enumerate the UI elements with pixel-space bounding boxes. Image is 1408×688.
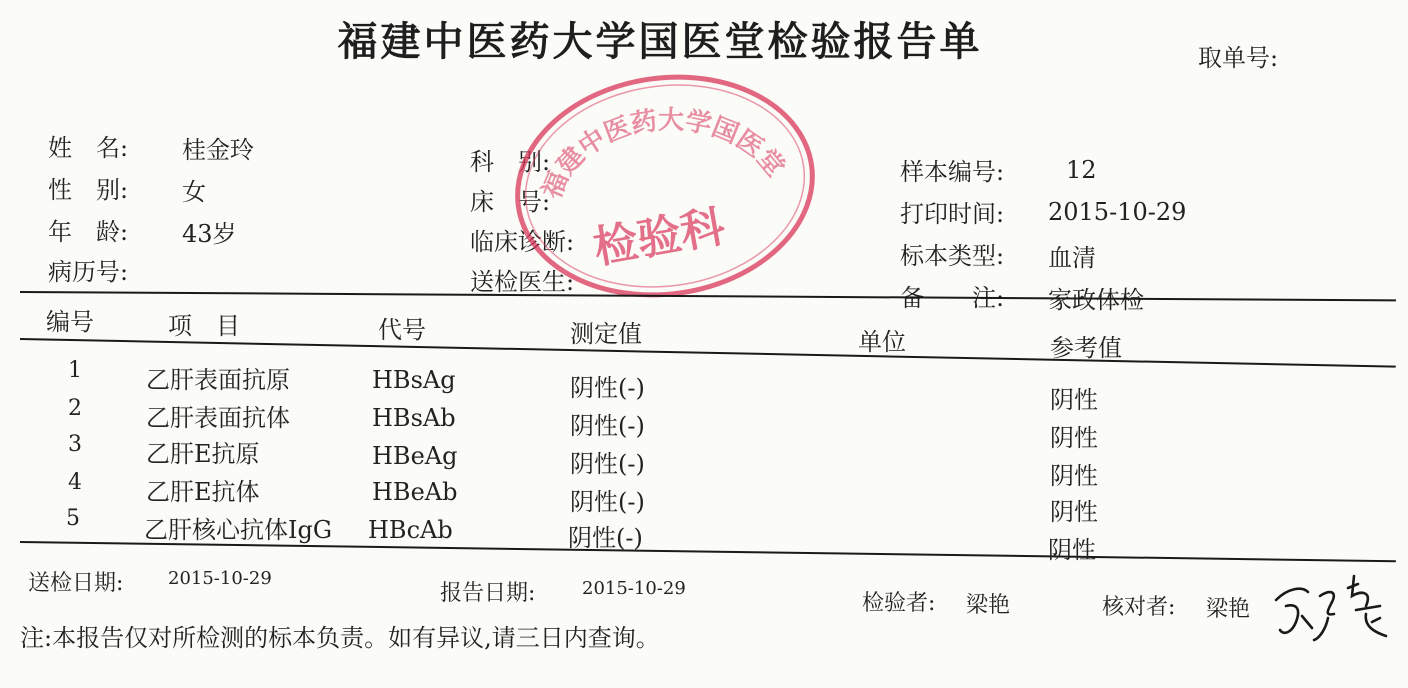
row-number: 5 [66,506,80,531]
row-item: 乙肝表面抗原 [146,366,290,394]
header-number: 编号 [46,308,94,336]
row-code: HBsAb [372,404,456,432]
row-number: 1 [68,358,82,383]
row-number: 4 [68,470,82,495]
department-label: 科 别: [470,148,551,176]
age-label: 年 龄: [48,218,129,246]
row-number: 2 [68,396,82,421]
row-item: 乙肝表面抗体 [146,404,290,432]
age-value: 43岁 [182,220,237,248]
bed-number-label: 床 号: [470,188,551,216]
seal-arc-text: 福建中医药大学国医堂 [537,105,791,204]
report-date-label: 报告日期: [440,581,536,606]
report-date-value: 2015-10-29 [582,578,686,599]
row-reference: 阴性 [1050,498,1098,526]
header-value: 测定值 [570,320,642,348]
checker-label: 核对者: [1102,595,1176,620]
row-reference: 阴性 [1050,424,1098,452]
row-reference: 阴性 [1050,386,1098,414]
name-value: 桂金玲 [182,136,254,164]
row-reference: 阴性 [1048,536,1096,564]
print-time-value: 2015-10-29 [1048,198,1187,226]
pickup-number-label: 取单号: [1198,44,1279,72]
disclaimer-note: 注:本报告仅对所检测的标本负责。如有异议,请三日内查询。 [20,624,660,652]
doctor-label: 送检医生: [470,268,575,296]
remark-label: 备 注: [900,284,1005,312]
row-code: HBcAb [368,516,453,544]
seal-center-text: 检验科 [589,200,729,275]
row-value: 阴性(-) [568,524,643,552]
diagnosis-label: 临床诊断: [470,228,575,256]
row-value: 阴性(-) [570,488,645,516]
report-title: 福建中医药大学国医堂检验报告单 [337,18,983,65]
row-item: 乙肝核心抗体IgG [144,516,333,544]
sample-number-value: 12 [1066,156,1097,184]
record-number-label: 病历号: [48,258,129,286]
row-code: HBeAb [372,478,458,506]
row-item: 乙肝E抗体 [146,478,260,506]
sex-value: 女 [182,178,206,206]
row-number: 3 [68,432,82,457]
tester-value: 梁艳 [966,593,1011,618]
row-value: 阴性(-) [570,412,645,440]
table-top-rule [20,291,1396,301]
sample-number-label: 样本编号: [900,158,1005,186]
tester-label: 检验者: [862,591,936,616]
header-code: 代号 [378,316,426,344]
send-date-value: 2015-10-29 [168,568,272,589]
sex-label: 性 别: [48,176,129,204]
row-value: 阴性(-) [570,450,645,478]
row-value: 阴性(-) [570,374,645,402]
row-code: HBeAg [372,442,458,470]
header-reference: 参考值 [1050,334,1122,362]
row-item: 乙肝E抗原 [146,440,260,468]
header-unit: 单位 [858,328,906,356]
checker-value: 梁艳 [1206,597,1251,622]
send-date-label: 送检日期: [28,571,124,596]
name-label: 姓 名: [48,134,129,162]
handwritten-signature [1268,566,1398,652]
row-reference: 阴性 [1050,462,1098,490]
row-code: HBsAg [372,366,456,394]
print-time-label: 打印时间: [900,200,1005,228]
header-item: 项 目 [168,312,240,340]
remark-value: 家政体检 [1048,286,1144,314]
sample-type-value: 血清 [1048,244,1096,272]
sample-type-label: 标本类型: [900,242,1005,270]
